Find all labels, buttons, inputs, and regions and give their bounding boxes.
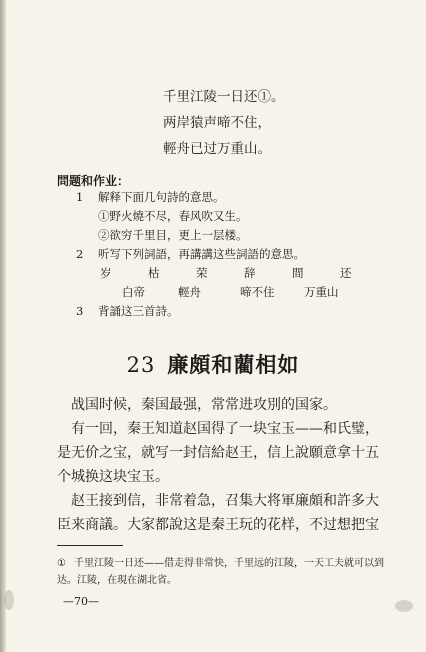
question-text: 解释下面几句詩的意思。: [98, 190, 225, 204]
poem-stanza: [163, 84, 285, 162]
question-item: [76, 188, 388, 207]
vocab-word: 白帝: [122, 285, 145, 299]
vocab-word: 辞: [244, 266, 256, 280]
lesson-title: 廉頗和藺相如: [167, 352, 300, 377]
poem-line: 千里江陵一日还①。: [163, 89, 285, 105]
vocab-word: 間: [292, 266, 304, 280]
lesson-number: 23: [126, 353, 156, 377]
question-text: 背誦这三首詩。: [98, 304, 179, 318]
lesson-body: [57, 393, 387, 537]
question-item: [76, 302, 388, 321]
page-binding-edge: [0, 0, 6, 652]
question-item: [76, 245, 388, 264]
vocab-row: [76, 264, 388, 283]
question-subitem: [76, 207, 388, 226]
vocab-word: 枯: [148, 266, 160, 280]
question-text: ①野火燒不尽，春风吹又生。: [98, 209, 248, 223]
question-number: 1: [76, 190, 84, 204]
question-number: 3: [76, 304, 84, 318]
footnote-divider: [57, 545, 123, 546]
question-text: 听写下列詞語，再講講这些詞語的意思。: [98, 247, 305, 261]
vocab-row: [76, 283, 388, 302]
poem-line: 两岸猿声啼不住，: [163, 115, 271, 131]
vocab-word: 荣: [196, 266, 208, 280]
footnote-mark: ①: [57, 558, 66, 569]
vocab-word: 岁: [100, 266, 112, 280]
lesson-heading: [0, 349, 426, 379]
paper-stain: [4, 590, 14, 610]
question-number: 2: [76, 247, 84, 261]
body-paragraph: 有一回，秦王知道赵国得了一块宝玉——和氏璧，是无价之宝，就写一封信給赵王，信上說願意拿十五个城换这块宝玉。: [57, 421, 379, 485]
footnote-text: 千里江陵一日还——借走得非常快，千里远的江陵，一天工夫就可以到达。江陵，在現在湖北省。: [57, 558, 384, 586]
body-paragraph: 战国时候，秦国最强，常常进攻別的国家。: [71, 397, 337, 413]
vocab-word: 万重山: [304, 285, 339, 299]
question-subitem: [76, 226, 388, 245]
questions-heading: 問题和作业：: [57, 174, 130, 188]
poem-line: 輕舟已过万重山。: [163, 141, 271, 157]
footnote: [57, 555, 387, 589]
vocab-word: 还: [340, 266, 352, 280]
page-number: —70—: [63, 595, 99, 608]
vocab-word: 輕舟: [178, 285, 201, 299]
questions-list: [76, 188, 388, 321]
paper-stain: [395, 600, 413, 612]
question-text: ②欲穷千里目，更上一层楼。: [98, 228, 248, 242]
vocab-word: 啼不住: [240, 285, 275, 299]
body-paragraph: 赵王接到信，非常着急，召集大将軍廉頗和許多大臣来商議。大家都說这是秦王玩的花样，不过想把宝: [57, 493, 379, 533]
